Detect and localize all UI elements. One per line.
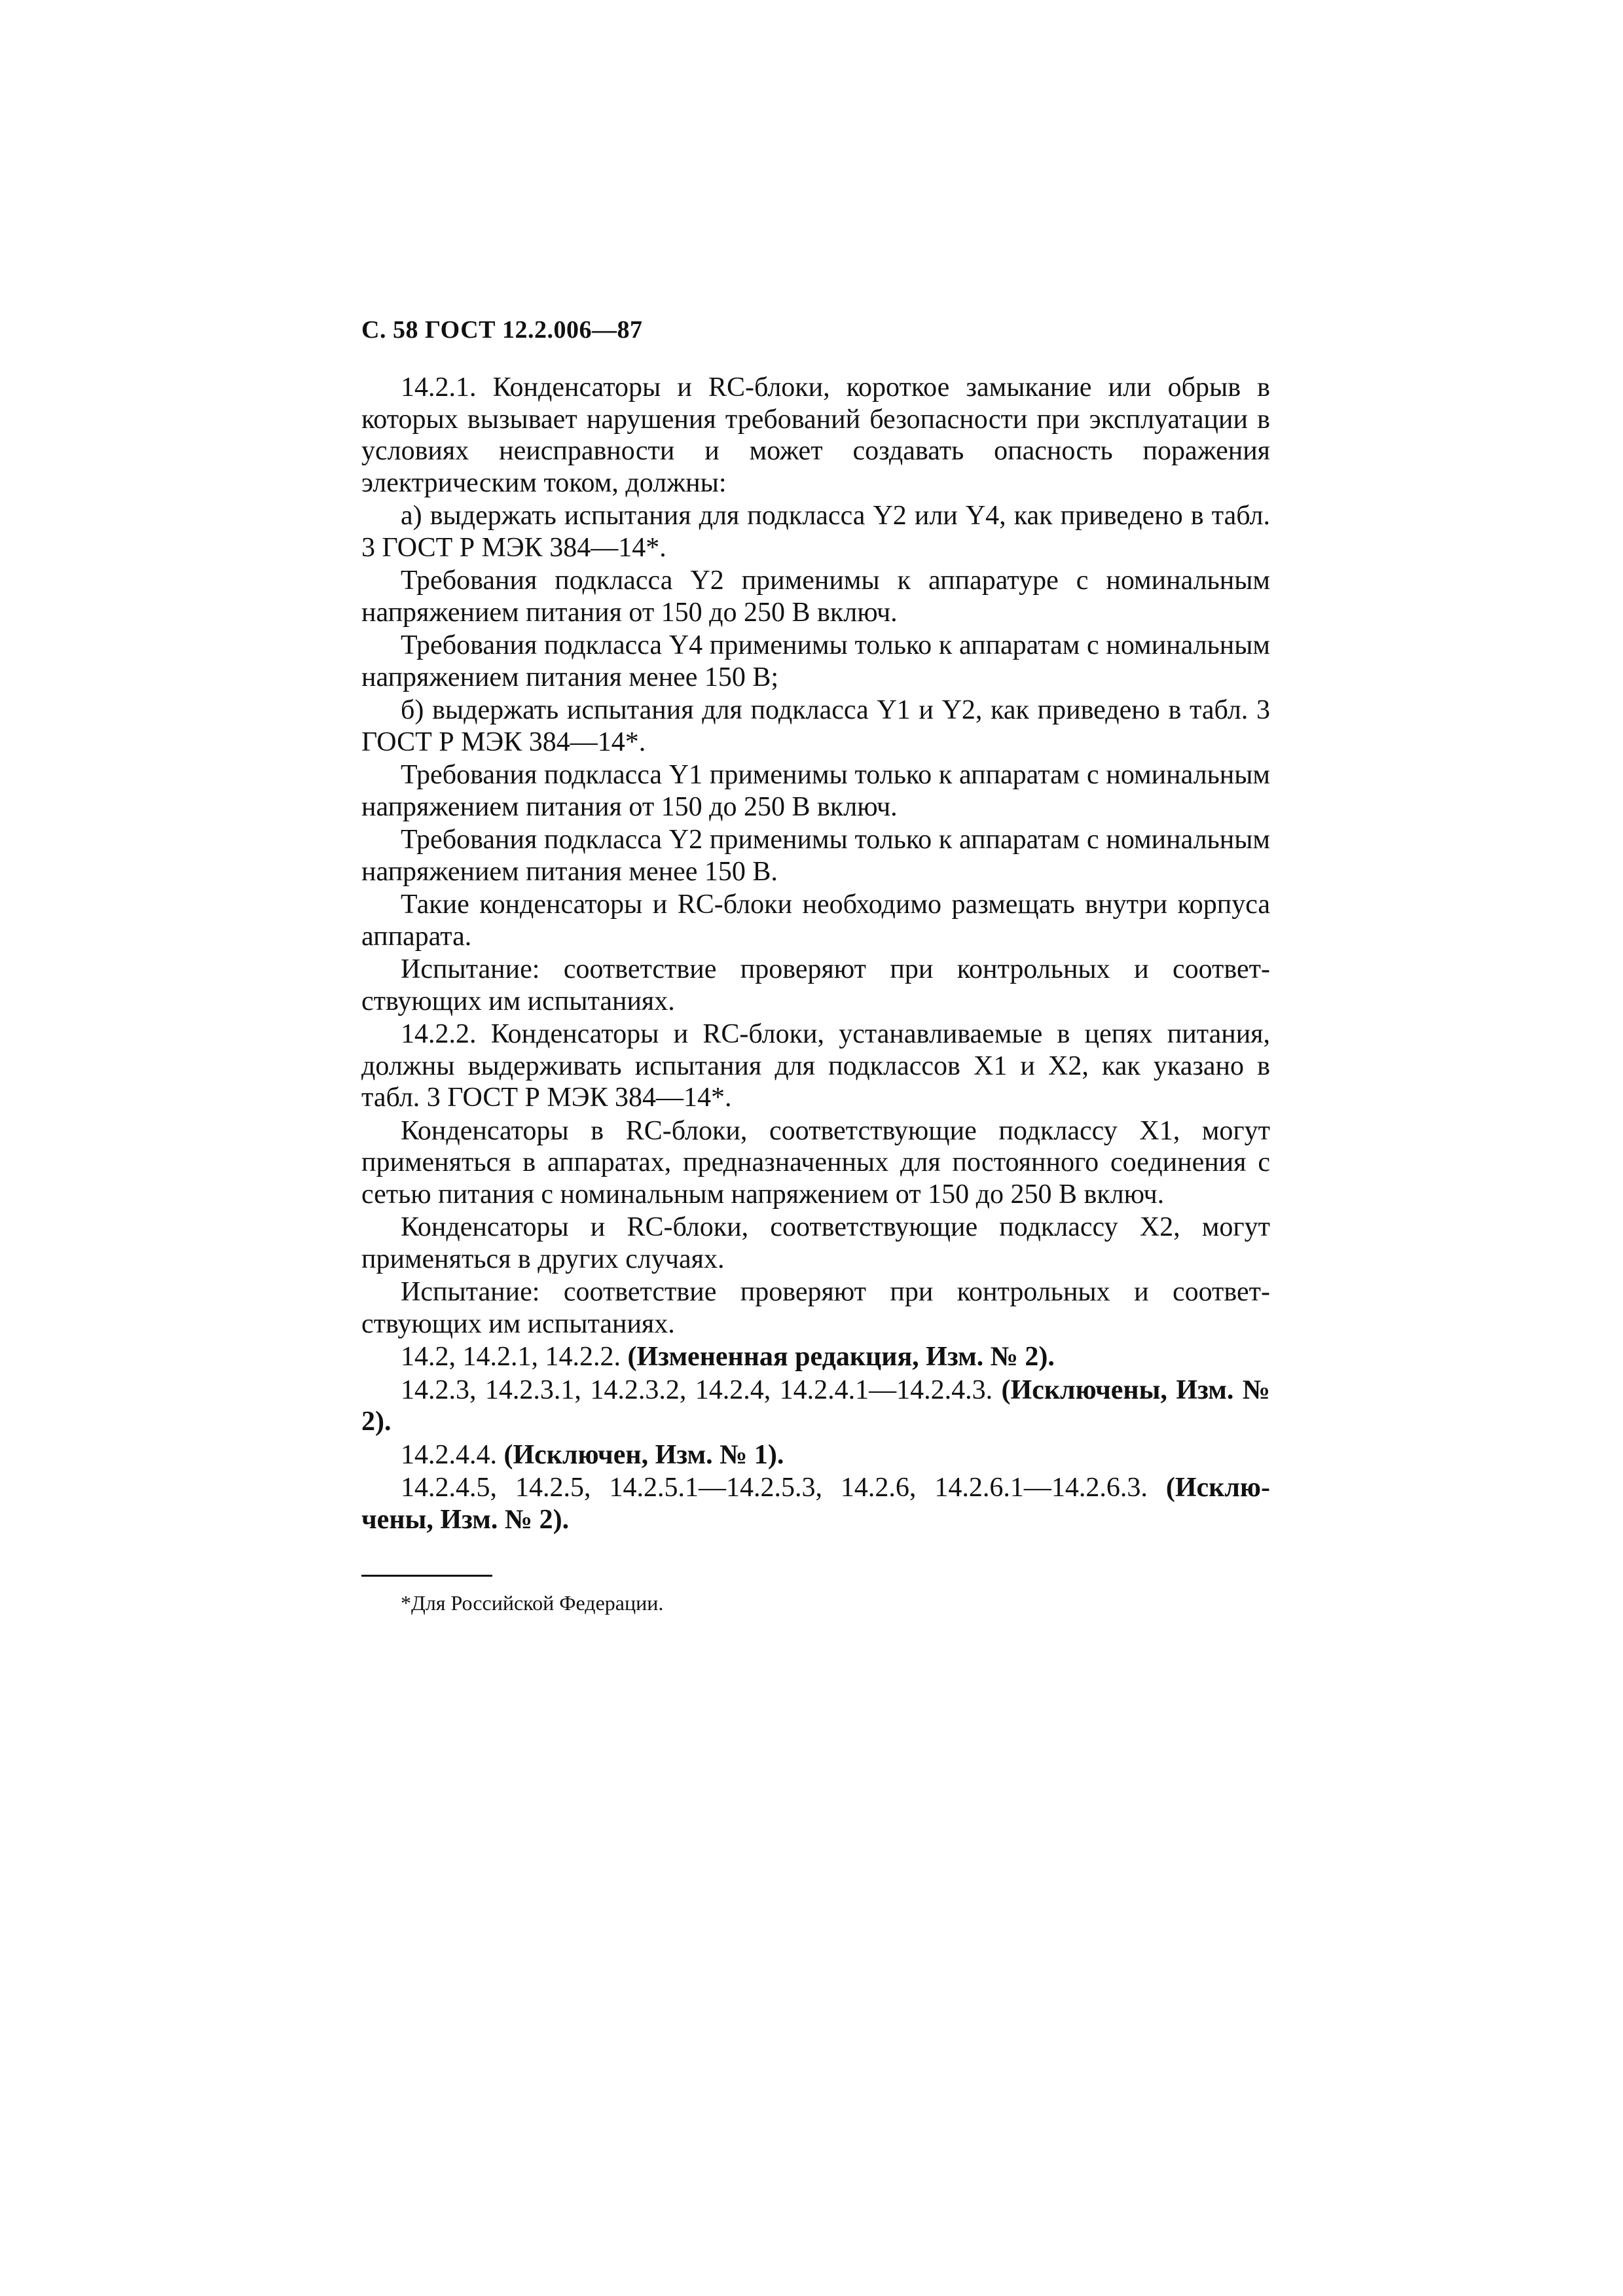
paragraph-x1-usage: Конденсаторы в RC-блоки, соответствующие подклассу X1, могут применяться в аппаратах, предназначенных для постоянного соединения с сетью питания с номинальным напряжением от 150 до 250 В включ. <box>361 1115 1270 1210</box>
footnote: *Для Российской Федерации. <box>401 1591 664 1615</box>
amendment-sections: 14.2.4.4. <box>401 1439 504 1470</box>
paragraph-y4-requirements: Требования подкласса Y4 применимы только к аппаратам с номинальным напряжением питания менее 150 В; <box>361 630 1270 692</box>
paragraph-y2-requirements-b: Требования подкласса Y2 применимы только к аппаратам с номинальным напряжением питания менее 150 В. <box>361 825 1270 887</box>
amendment-line <box>361 1472 1270 1535</box>
document-page <box>361 314 1270 1616</box>
paragraph-y1-requirements: Требования подкласса Y1 применимы только к аппаратам с номинальным напряжением питания от 150 до 250 В включ. <box>361 760 1270 822</box>
paragraph-y2-requirements: Требования подкласса Y2 применимы к аппаратуре с номинальным напряжением питания от 150 до 250 В включ. <box>361 565 1270 628</box>
paragraph-x2-usage: Конденсаторы и RC-блоки, соответствующие подклассу X2, могут применяться в других случаях. <box>361 1212 1270 1274</box>
amendment-sections: 14.2.3, 14.2.3.1, 14.2.3.2, 14.2.4, 14.2.4.1—14.2.4.3. <box>401 1374 1002 1405</box>
paragraph-14-2-1: 14.2.1. Конденсаторы и RC-блоки, короткое замыкание или обрыв в которых вызывает нарушения требований безопасности при эксплуатации в условиях неисправности и может создавать опасность поражения электрическим током, должны: <box>361 372 1270 498</box>
amendment-sections: 14.2.4.5, 14.2.5, 14.2.5.1—14.2.5.3, 14.2.6, 14.2.6.1—14.2.6.3. <box>401 1473 1166 1503</box>
paragraph-test-1: Испытание: соответствие проверяют при контрольных и соответствующих им испытаниях. <box>361 954 1270 1016</box>
amendment-note: (Измененная редакция, Изм. № 2). <box>627 1342 1055 1372</box>
page-header: С. 58 ГОСТ 12.2.006—87 <box>361 316 643 344</box>
amendment-line <box>361 1341 1270 1373</box>
amendment-note: (Исключены, Изм. № 2). <box>361 1374 1271 1437</box>
paragraph-item-b: б) выдержать испытания для подкласса Y1 и Y2, как приведено в табл. 3 ГОСТ Р МЭК 384—14*. <box>361 695 1270 757</box>
paragraph-item-a: а) выдержать испытания для подкласса Y2 или Y4, как приведено в табл. 3 ГОСТ Р МЭК 384—14*. <box>361 501 1270 563</box>
paragraph-14-2-2: 14.2.2. Конденсаторы и RC-блоки, устанавливаемые в цепях питания, должны выдерживать испытания для подклассов X1 и X2, как указано в табл. 3 ГОСТ Р МЭК 384—14*. <box>361 1019 1270 1113</box>
amendment-line <box>361 1439 1270 1471</box>
amendment-note: (Исключены, Изм. № 2). <box>361 1473 1270 1535</box>
paragraph-placement: Такие конденсаторы и RC-блоки необходимо размещать внутри корпуса аппарата. <box>361 889 1270 952</box>
footnote-divider <box>361 1575 492 1577</box>
paragraph-test-2: Испытание: соответствие проверяют при контрольных и соответствующих им испытаниях. <box>361 1277 1270 1339</box>
amendment-note: (Исключен, Изм. № 1). <box>503 1439 784 1470</box>
amendment-sections: 14.2, 14.2.1, 14.2.2. <box>401 1342 628 1372</box>
amendment-line <box>361 1374 1270 1438</box>
